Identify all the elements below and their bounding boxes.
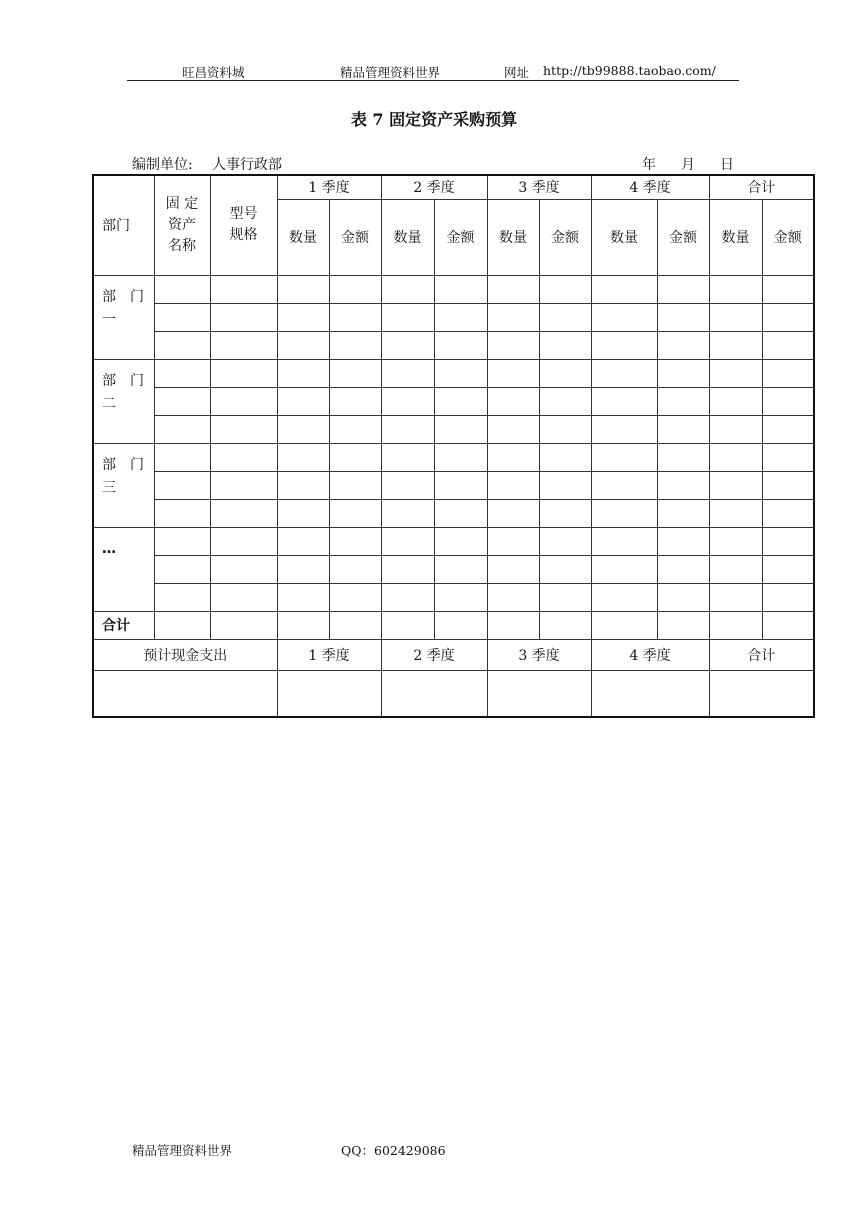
table-cell[interactable] xyxy=(591,275,657,303)
table-cell[interactable] xyxy=(539,443,591,471)
table-cell[interactable] xyxy=(709,303,762,331)
table-cell[interactable] xyxy=(381,331,434,359)
table-cell[interactable] xyxy=(487,611,539,639)
table-cell[interactable] xyxy=(591,387,657,415)
subheader-qty: 数量 xyxy=(487,199,539,275)
table-cell[interactable] xyxy=(709,415,762,443)
cash-period-q2: 2 季度 xyxy=(381,639,487,670)
sum-row xyxy=(93,611,814,639)
table-cell[interactable] xyxy=(210,443,277,471)
table-cell[interactable] xyxy=(591,499,657,527)
page-title: 表 7 固定资产采购预算 xyxy=(350,110,518,129)
table-cell[interactable] xyxy=(709,583,762,611)
table-cell[interactable] xyxy=(762,275,814,303)
table-cell[interactable] xyxy=(539,499,591,527)
table-cell[interactable] xyxy=(487,499,539,527)
col-header-dept: 部门 xyxy=(93,175,154,275)
table-row xyxy=(93,471,814,499)
table-cell[interactable] xyxy=(434,387,487,415)
table-cell[interactable] xyxy=(487,303,539,331)
table-cell[interactable] xyxy=(709,499,762,527)
table-cell[interactable] xyxy=(762,499,814,527)
table-cell[interactable] xyxy=(487,359,539,387)
table-cell[interactable] xyxy=(381,359,434,387)
date-month: 月 xyxy=(681,157,695,173)
table-cell[interactable] xyxy=(329,359,381,387)
table-cell[interactable] xyxy=(381,499,434,527)
sum-label: 合计 xyxy=(93,611,154,639)
table-cell[interactable] xyxy=(762,303,814,331)
table-row xyxy=(93,527,814,555)
table-cell[interactable] xyxy=(154,303,210,331)
table-cell[interactable] xyxy=(487,331,539,359)
date-year: 年 xyxy=(642,157,656,173)
subheader-amount: 金额 xyxy=(329,199,381,275)
table-cell[interactable] xyxy=(657,555,709,583)
table-cell[interactable] xyxy=(591,443,657,471)
asset-header-line2: 资产 xyxy=(168,216,196,233)
table-cell[interactable] xyxy=(539,275,591,303)
table-cell[interactable] xyxy=(539,331,591,359)
table-cell[interactable] xyxy=(329,611,381,639)
dept-name-cell xyxy=(93,275,154,359)
table-cell[interactable] xyxy=(709,611,762,639)
table-cell[interactable] xyxy=(762,555,814,583)
dept-name-line1: 部 门 xyxy=(102,288,144,305)
table-cell[interactable] xyxy=(329,499,381,527)
table-cell[interactable] xyxy=(277,443,329,471)
table-cell[interactable] xyxy=(657,415,709,443)
table-cell[interactable] xyxy=(539,583,591,611)
table-cell[interactable] xyxy=(154,471,210,499)
table-cell[interactable] xyxy=(709,387,762,415)
cash-period-q3: 3 季度 xyxy=(487,639,591,670)
header-divider xyxy=(127,80,739,81)
table-cell[interactable] xyxy=(487,275,539,303)
table-row xyxy=(93,275,814,303)
table-cell[interactable] xyxy=(434,415,487,443)
budget-table xyxy=(92,174,815,718)
table-cell[interactable] xyxy=(381,415,434,443)
table-cell[interactable] xyxy=(277,471,329,499)
table-cell[interactable] xyxy=(709,555,762,583)
unit-label: 编制单位: xyxy=(132,157,193,173)
period-header-q2: 2 季度 xyxy=(381,175,487,199)
table-cell[interactable] xyxy=(539,359,591,387)
table-cell[interactable] xyxy=(487,415,539,443)
date-day: 日 xyxy=(720,157,734,173)
table-cell[interactable] xyxy=(591,583,657,611)
dept-name-line1: … xyxy=(102,540,116,557)
table-cell[interactable] xyxy=(329,583,381,611)
period-header-q3: 3 季度 xyxy=(487,175,591,199)
table-cell[interactable] xyxy=(434,499,487,527)
table-cell[interactable] xyxy=(154,555,210,583)
table-cell[interactable] xyxy=(210,331,277,359)
table-cell[interactable] xyxy=(277,415,329,443)
table-cell[interactable] xyxy=(154,275,210,303)
table-cell[interactable] xyxy=(154,331,210,359)
subheader-amount: 金额 xyxy=(657,199,709,275)
model-header-line1: 型号 xyxy=(229,206,258,223)
table-cell[interactable] xyxy=(434,471,487,499)
table-cell[interactable] xyxy=(329,555,381,583)
table-cell[interactable] xyxy=(434,303,487,331)
table-cell[interactable] xyxy=(277,387,329,415)
table-cell[interactable] xyxy=(329,443,381,471)
period-header-q4: 4 季度 xyxy=(591,175,709,199)
subheader-qty: 数量 xyxy=(709,199,762,275)
table-cell[interactable] xyxy=(657,303,709,331)
table-cell[interactable] xyxy=(329,331,381,359)
table-row xyxy=(93,583,814,611)
table-cell[interactable] xyxy=(657,275,709,303)
table-cell[interactable] xyxy=(539,527,591,555)
table-cell[interactable] xyxy=(381,387,434,415)
table-cell[interactable] xyxy=(762,611,814,639)
table-cell[interactable] xyxy=(657,471,709,499)
table-cell[interactable] xyxy=(329,527,381,555)
table-cell[interactable] xyxy=(210,359,277,387)
table-cell[interactable] xyxy=(381,303,434,331)
cash-value-cell[interactable] xyxy=(487,670,591,717)
cash-value-cell[interactable] xyxy=(277,670,381,717)
table-cell[interactable] xyxy=(210,583,277,611)
table-cell[interactable] xyxy=(277,359,329,387)
table-cell[interactable] xyxy=(591,611,657,639)
dept-name-line1: 部 门 xyxy=(102,456,144,473)
table-cell[interactable] xyxy=(210,471,277,499)
header-center-text: 精品管理资料世界 xyxy=(340,65,441,80)
table-cell[interactable] xyxy=(591,415,657,443)
header-site-url[interactable]: http://tb99888.taobao.com/ xyxy=(543,63,716,78)
table-cell[interactable] xyxy=(591,471,657,499)
table-cell[interactable] xyxy=(154,443,210,471)
table-cell[interactable] xyxy=(657,611,709,639)
table-cell[interactable] xyxy=(277,331,329,359)
table-cell[interactable] xyxy=(539,303,591,331)
subheader-qty: 数量 xyxy=(591,199,657,275)
table-cell[interactable] xyxy=(487,387,539,415)
table-cell[interactable] xyxy=(154,499,210,527)
table-row xyxy=(93,303,814,331)
table-cell[interactable] xyxy=(277,611,329,639)
table-cell[interactable] xyxy=(329,303,381,331)
table-cell[interactable] xyxy=(591,303,657,331)
table-row xyxy=(93,359,814,387)
table-cell[interactable] xyxy=(762,583,814,611)
table-cell[interactable] xyxy=(434,275,487,303)
table-cell[interactable] xyxy=(329,387,381,415)
table-cell[interactable] xyxy=(277,583,329,611)
table-cell[interactable] xyxy=(154,415,210,443)
dept-name-line2: 三 xyxy=(102,479,116,496)
table-cell[interactable] xyxy=(539,415,591,443)
table-cell[interactable] xyxy=(381,583,434,611)
table-cell[interactable] xyxy=(210,275,277,303)
table-cell[interactable] xyxy=(657,499,709,527)
asset-header-line3: 名称 xyxy=(168,237,196,254)
table-row xyxy=(93,415,814,443)
period-header-total: 合计 xyxy=(709,175,814,199)
dept-name-line1: 部 门 xyxy=(102,372,144,389)
table-cell[interactable] xyxy=(657,443,709,471)
table-cell[interactable] xyxy=(210,387,277,415)
table-cell[interactable] xyxy=(154,359,210,387)
table-cell[interactable] xyxy=(591,331,657,359)
table-cell[interactable] xyxy=(277,527,329,555)
dept-name-cell xyxy=(93,527,154,611)
header-left-text: 旺昌资料城 xyxy=(182,65,245,80)
table-row xyxy=(93,443,814,471)
table-cell[interactable] xyxy=(381,443,434,471)
department-rows xyxy=(93,275,814,611)
dept-name-cell xyxy=(93,443,154,527)
col-header-model xyxy=(210,175,277,275)
table-cell[interactable] xyxy=(591,527,657,555)
table-cell[interactable] xyxy=(762,443,814,471)
table-cell[interactable] xyxy=(210,415,277,443)
table-cell[interactable] xyxy=(277,555,329,583)
table-cell[interactable] xyxy=(210,527,277,555)
footer-left-text: 精品管理资料世界 xyxy=(132,1143,233,1158)
table-cell[interactable] xyxy=(657,359,709,387)
table-cell[interactable] xyxy=(762,527,814,555)
table-cell[interactable] xyxy=(762,471,814,499)
cash-value-cell[interactable] xyxy=(591,670,709,717)
table-cell[interactable] xyxy=(329,415,381,443)
subheader-amount: 金额 xyxy=(434,199,487,275)
table-cell[interactable] xyxy=(210,611,277,639)
table-row xyxy=(93,387,814,415)
dept-name-line2: 一 xyxy=(102,311,116,328)
table-cell[interactable] xyxy=(434,555,487,583)
table-cell[interactable] xyxy=(434,611,487,639)
cash-value-row xyxy=(93,670,814,717)
table-cell[interactable] xyxy=(434,359,487,387)
table-cell[interactable] xyxy=(709,275,762,303)
table-cell[interactable] xyxy=(762,331,814,359)
table-row xyxy=(93,331,814,359)
table-cell[interactable] xyxy=(210,303,277,331)
cash-value-cell[interactable] xyxy=(381,670,487,717)
table-cell[interactable] xyxy=(539,471,591,499)
table-cell[interactable] xyxy=(487,471,539,499)
table-cell[interactable] xyxy=(329,471,381,499)
table-cell[interactable] xyxy=(381,555,434,583)
table-cell[interactable] xyxy=(762,415,814,443)
model-header-line2: 规格 xyxy=(229,227,258,244)
subheader-amount: 金额 xyxy=(539,199,591,275)
table-cell[interactable] xyxy=(154,611,210,639)
cash-label: 预计现金支出 xyxy=(93,639,277,670)
table-cell[interactable] xyxy=(434,527,487,555)
table-cell[interactable] xyxy=(487,555,539,583)
table-cell[interactable] xyxy=(277,275,329,303)
table-cell[interactable] xyxy=(539,611,591,639)
table-cell[interactable] xyxy=(591,555,657,583)
table-cell[interactable] xyxy=(154,387,210,415)
table-cell[interactable] xyxy=(657,387,709,415)
table-cell[interactable] xyxy=(487,583,539,611)
table-cell[interactable] xyxy=(539,555,591,583)
table-cell[interactable] xyxy=(591,359,657,387)
table-cell[interactable] xyxy=(709,331,762,359)
footer-qq: QQ：602429086 xyxy=(341,1143,446,1158)
col-header-asset-name xyxy=(154,175,210,275)
table-cell[interactable] xyxy=(210,555,277,583)
table-cell[interactable] xyxy=(434,583,487,611)
table-cell[interactable] xyxy=(657,331,709,359)
table-cell[interactable] xyxy=(487,527,539,555)
table-cell[interactable] xyxy=(381,527,434,555)
table-cell[interactable] xyxy=(329,275,381,303)
cash-value-cell[interactable] xyxy=(709,670,814,717)
table-cell[interactable] xyxy=(709,359,762,387)
table-cell[interactable] xyxy=(434,443,487,471)
table-cell[interactable] xyxy=(154,583,210,611)
table-cell[interactable] xyxy=(762,387,814,415)
table-cell[interactable] xyxy=(381,471,434,499)
table-cell[interactable] xyxy=(277,499,329,527)
dept-name-line2: 二 xyxy=(102,395,116,412)
asset-header-line1: 固 定 xyxy=(165,195,199,212)
cash-period-q1: 1 季度 xyxy=(277,639,381,670)
dept-name-cell xyxy=(93,359,154,443)
table-cell[interactable] xyxy=(381,275,434,303)
table-cell[interactable] xyxy=(657,583,709,611)
header-site-label: 网址 xyxy=(504,65,530,80)
table-cell[interactable] xyxy=(487,443,539,471)
cash-period-total: 合计 xyxy=(709,639,814,670)
unit-value: 人事行政部 xyxy=(212,157,282,173)
cash-period-q4: 4 季度 xyxy=(591,639,709,670)
table-cell[interactable] xyxy=(381,611,434,639)
table-cell[interactable] xyxy=(657,527,709,555)
period-header-q1: 1 季度 xyxy=(277,175,381,199)
table-cell[interactable] xyxy=(154,527,210,555)
table-cell[interactable] xyxy=(709,471,762,499)
header-row-periods xyxy=(93,175,814,199)
table-row xyxy=(93,499,814,527)
subheader-qty: 数量 xyxy=(381,199,434,275)
cash-header-row xyxy=(93,639,814,670)
table-cell[interactable] xyxy=(762,359,814,387)
subheader-amount: 金额 xyxy=(762,199,814,275)
table-row xyxy=(93,555,814,583)
table-cell[interactable] xyxy=(709,527,762,555)
table-cell[interactable] xyxy=(539,387,591,415)
cash-value-cell[interactable] xyxy=(93,670,277,717)
table-cell[interactable] xyxy=(709,443,762,471)
table-cell[interactable] xyxy=(277,303,329,331)
table-cell[interactable] xyxy=(210,499,277,527)
table-cell[interactable] xyxy=(434,331,487,359)
subheader-qty: 数量 xyxy=(277,199,329,275)
